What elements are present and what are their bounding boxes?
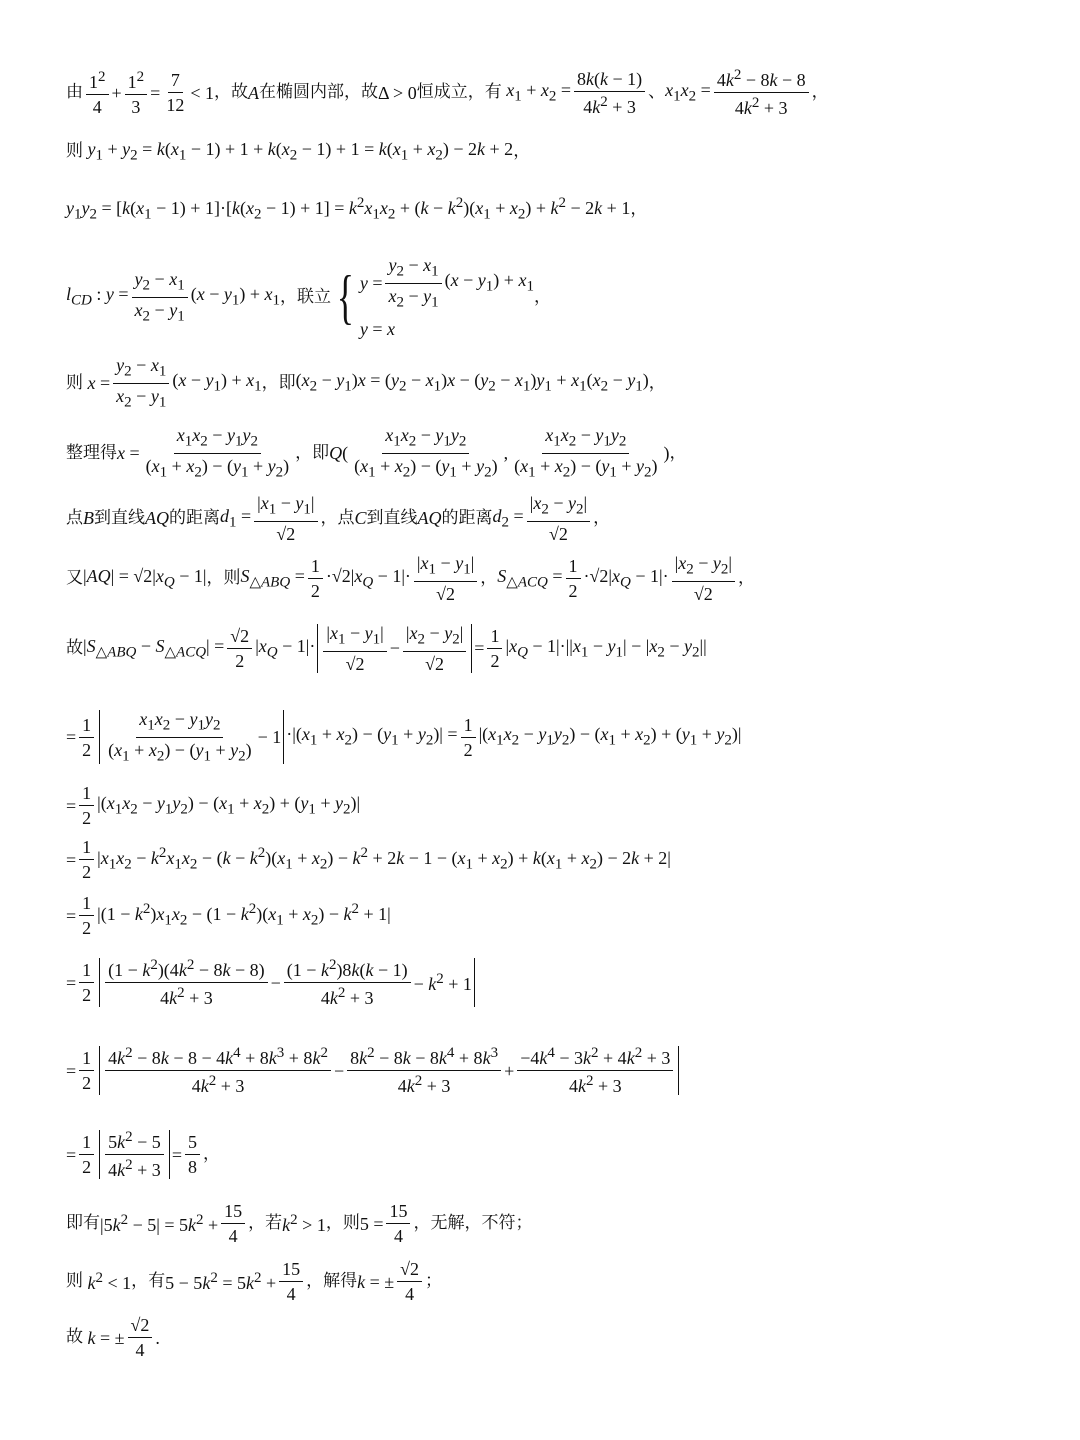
line-13: = $\frac{1}{2}$ $|(1 - k^2)x_1x_2 - (1 - k^2)(x_1 + x_2) - k^2 + 1|$ (66, 893, 391, 938)
line-10: = $\frac{1}{2}$ $\frac{x_1x_2 - y_1y_2}{(x_1 + x_2) - (y_1 + y_2)}$ − 1 $\cdot|(x_1 + x_2) - (y_1 + y_2)|$ = $\frac{1}{2}$ $|(x_1x_2 - y_1y_2) - (x_1 + x_2) + (y_1 + y_2)|$ (66, 709, 742, 765)
line-12: = $\frac{1}{2}$ $|x_1x_2 - k^2x_1x_2 - (k - k^2)(x_1 + x_2) - k^2 + 2k - 1 - (x_1 + x_2) + k(x_1 + x_2) - 2k + 2|$ (66, 837, 671, 882)
line-17: 即有 $|5k^2 - 5| = 5k^2$ + $\frac{15}{4}$ ，若 $k^2 > 1$ ，则 5 = $\frac{15}{4}$ ，无解，不符； (66, 1201, 533, 1246)
line-15: = $\frac{1}{2}$ $\frac{4k^2 - 8k - 8 - 4k^4 + 8k^3 + 8k^2}{4k^2 + 3}$ − $\frac{8k^2 - 8k - 8k^4 + 8k^3}{4k^2 + 3}$ + $\frac{-4k^4 - 3k^2 + 4k^2 + 3}{4k^2 + 3}$ (66, 1046, 681, 1095)
line-9: 故 $|S_{\triangle ABQ} - S_{\triangle ACQ}|$ = $\frac{√2}{2}$ $|x_Q - 1|\cdot$ $\frac{|x_1 - y_1|}{√2}$ − $\frac{|x_2 - y_2|}{√2}$ = $\frac{1}{2}$ $|x_Q - 1|\cdot||x_1 - y_1| - |x_2 - y_2||$ (66, 623, 707, 674)
line-8: 又 $|AQ| = √2|x_Q - 1|$ ，则 $S_{\triangle ABQ}$ = $\frac{1}{2}$ $\cdot√2|x_Q - 1|\cdot$ $\frac{|x_1 - y_1|}{√2}$ ， $S_{\triangle ACQ}$ = $\frac{1}{2}$ $\cdot√2|x_Q - 1|\cdot$ $\frac{|x_2 - y_2|}{√2}$ ， (66, 553, 755, 604)
line-6: 整理得 x = $\frac{x_1x_2 - y_1y_2}{(x_1 + x_2) - (y_1 + y_2)}$ ，即 Q( $\frac{x_1x_2 - y_1y_2}{(x_1 + x_2) - (y_1 + y_2)}$ , $\frac{x_1x_2 - y_1y_2}{(x_1 + x_2) - (y_1 + y_2)}$ ) ， (66, 425, 687, 481)
line-7: 点 B 到直线 AQ 的距离 $d_1$ = $\frac{|x_1 - y_1|}{√2}$ ，点 C 到直线 AQ 的距离 $d_2$ = $\frac{|x_2 - y_2|}{√2}$ ， (66, 493, 611, 544)
line-18: 则 $k^2 < 1$ ，有 $5 - 5k^2 = 5k^2$ + $\frac{15}{4}$ ，解得 k = ± $\frac{√2}{4}$ ； (66, 1259, 443, 1304)
line-5: 则 x = $\frac{y_2 - x_1}{x_2 - y_1}$ $(x - y_1) + x_1$ ，即 $(x_2 - y_1)x = (y_2 - x_1)x - (y_2 - x_1)y_1 + x_1(x_2 - y_1)$ ， (66, 355, 666, 411)
line-4: $l_{CD}$ : y = $\frac{y_2 - x_1}{x_2 - y_1}$ $(x - y_1) + x_1$ ，联立 { y = $\frac{y_2 - x_1}{x_2 - y_1}$ $(x - y_1) + x_1$ y = x ， (66, 255, 551, 340)
line-11: = $\frac{1}{2}$ $|(x_1x_2 - y_1y_2) - (x_1 + x_2) + (y_1 + y_2)|$ (66, 783, 361, 828)
line-14: = $\frac{1}{2}$ $\frac{(1 - k^2)(4k^2 - 8k - 8)}{4k^2 + 3}$ − $\frac{(1 - k^2)8k(k - 1)}{4k^2 + 3}$ − $k^2 + 1$ (66, 958, 477, 1007)
line-3: $y_1y_2 = [k(x_1 - 1) + 1]\cdot[k(x_2 - 1) + 1] = k^2x_1x_2 + (k - k^2)(x_1 + x_2) + k^2 - 2k + 1$ ， (66, 195, 648, 223)
line-1: 由 $\frac{1^2}{4}$ + $\frac{1^2}{3}$ = $\frac{7}{12}$ < 1 ，故 A 在椭圆内部，故 Δ > 0 恒成立，有 $x_1 + x_2$ = $\frac{8k(k - 1)}{4k^2 + 3}$ 、 $x_1x_2$ = $\frac{4k^2 - 8k - 8}{4k^2 + 3}$ ， (66, 67, 829, 118)
line-2: 则 $y_1 + y_2 = k(x_1 - 1) + 1 + k(x_2 - 1) + 1 = k(x_1 + x_2) - 2k + 2$ ， (66, 139, 531, 164)
line-16: = $\frac{1}{2}$ $\frac{5k^2 - 5}{4k^2 + 3}$ = $\frac{5}{8}$ ， (66, 1129, 220, 1180)
line-19: 故 k = ± $\frac{√2}{4}$ . (66, 1315, 160, 1360)
